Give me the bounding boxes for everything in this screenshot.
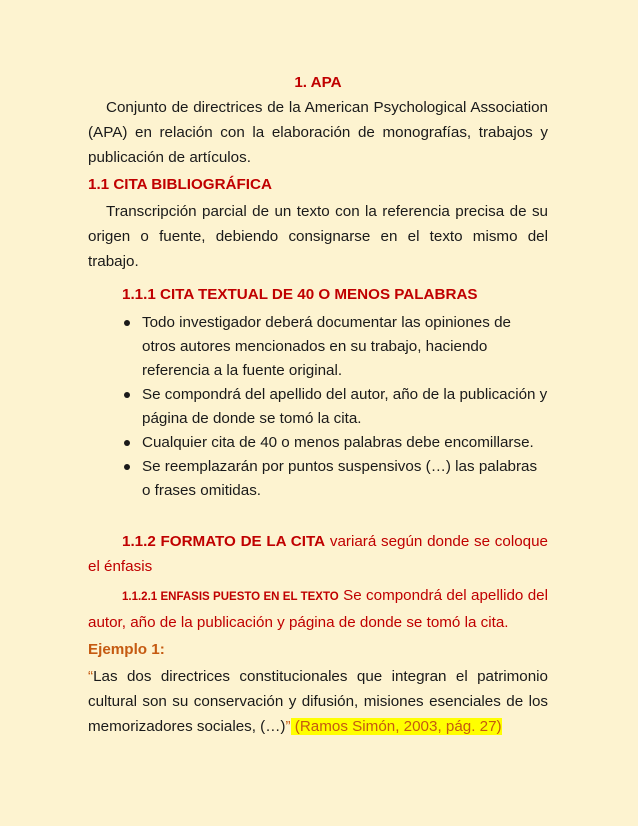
list-item <box>120 455 548 503</box>
page-title: 1. APA <box>294 74 342 91</box>
document-body <box>88 70 548 739</box>
enfasis-text: Se compondrá del apellido del autor, año de la publicación y página de donde se tomó la cita. <box>88 587 548 631</box>
list-item-text: Se reemplazarán por puntos suspensivos (…) las palabras o frases omitidas. <box>142 458 538 499</box>
bullet-icon <box>124 464 130 470</box>
example-label: Ejemplo 1: <box>88 641 165 658</box>
close-quote-mark: ” <box>285 718 291 735</box>
list-item-text: Cualquier cita de 40 o menos palabras debe encomillarse. <box>142 434 534 451</box>
subsubsection-heading-enfasis: 1.1.2.1 ENFASIS PUESTO EN EL TEXTO <box>122 591 339 603</box>
citation-highlight: (Ramos Simón, 2003, pág. 27) <box>290 718 502 735</box>
bullet-icon <box>124 440 130 446</box>
quote-text: Las dos directrices constitucionales que integran el patrimonio cultural son su conservación y difusión, misiones esenciales de los memorizadores sociales, (…) <box>88 668 548 735</box>
cita-bibliografica-paragraph: Transcripción parcial de un texto con la referencia precisa de su origen o fuente, debiendo consignarse en el texto mismo del trabajo. <box>88 203 548 270</box>
intro-paragraph: Conjunto de directrices de la American Psychological Association (APA) en relación con la elaboración de monografías, trabajos y publicación de artículos. <box>88 99 548 166</box>
list-item <box>120 383 548 431</box>
example-quote <box>88 664 548 739</box>
list-item <box>120 311 548 383</box>
bullet-icon <box>124 320 130 326</box>
section-heading-cita-bibliografica: 1.1 CITA BIBLIOGRÁFICA <box>88 176 272 193</box>
list-item-text: Se compondrá del apellido del autor, año de la publicación y página de donde se tomó la cita. <box>142 386 548 427</box>
bullet-icon <box>124 392 130 398</box>
formato-cita-paragraph <box>88 529 548 579</box>
formato-cita-text: variará según donde se coloque el énfasis <box>88 533 549 575</box>
enfasis-paragraph <box>88 583 548 635</box>
open-quote-mark: “ <box>88 668 94 685</box>
list-item <box>120 431 548 455</box>
subsection-heading-cita-textual: 1.1.1 CITA TEXTUAL DE 40 O MENOS PALABRAS <box>122 286 478 303</box>
subsection-heading-formato-cita: 1.1.2 FORMATO DE LA CITA <box>122 533 326 550</box>
list-item-text: Todo investigador deberá documentar las opiniones de otros autores mencionados en su trabajo, haciendo referencia a la fuente original. <box>142 314 511 379</box>
bullet-list <box>88 311 548 503</box>
